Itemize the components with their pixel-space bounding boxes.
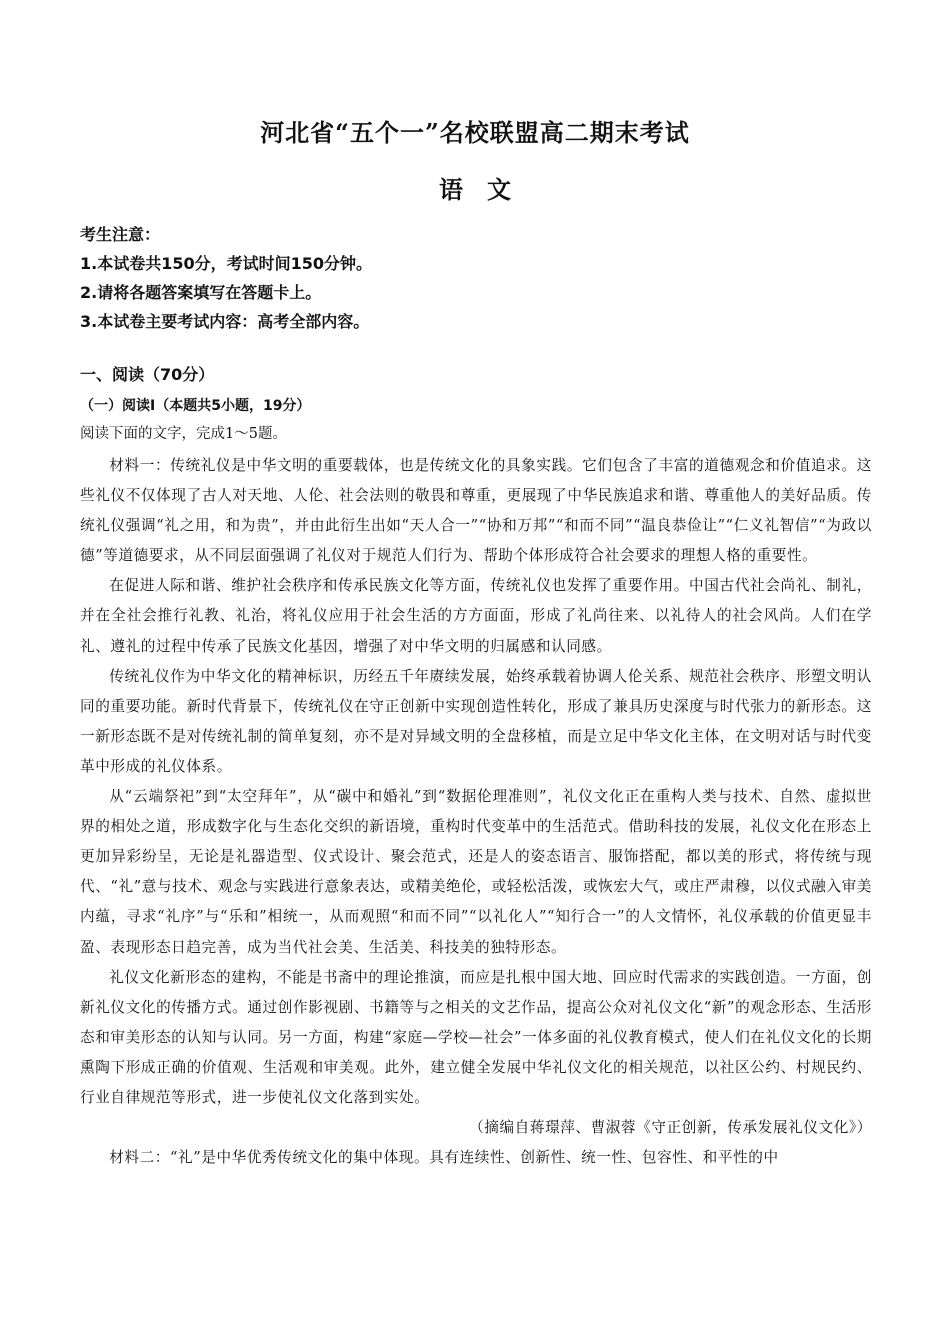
source-citation: （摘编自蒋璟萍、曹淑蓉《守正创新，传承发展礼仪文化》） [469,1119,872,1137]
subsection-heading: （一）阅读Ⅰ（本题共5小题，19分） [80,398,311,414]
paragraph: 材料一：传统礼仪是中华文明的重要载体，也是传统文化的具象实践。它们包含了丰富的道德观念和价值追求。这些礼仪不仅体现了古人对天地、人伦、社会法则的敬畏和尊重，更展现了中华民族追求和谐、尊重他人的美好品质。传统礼仪强调“礼之用，和为贵”，并由此衍生出如“天人合一”“协和万邦”“和而不同”“温良恭俭让”“仁义礼智信”“为政以德”等道德要求，从不同层面强调了礼仪对于规范人们行为、帮助个体形成符合社会要求的理想人格的重要性。 [80,457,872,565]
notice-item: 1.本试卷共150分，考试时间150分钟。 [80,254,373,273]
paragraph: 材料二：“礼”是中华优秀传统文化的集中体现。具有连续性、创新性、统一性、包容性、和平性的中 [109,1149,779,1167]
section-heading: 一、阅读（70分） [80,365,215,384]
reading-passage [80,451,872,1173]
notice-item: 2.请将各题答案填写在答题卡上。 [80,283,322,302]
notice-item: 3.本试卷主要考试内容：高考全部内容。 [80,312,370,331]
candidate-notice [80,220,880,336]
notice-heading: 考生注意： [80,225,161,244]
exam-title: 河北省“五个一”名校联盟高二期末考试 [260,118,690,147]
subject-title: 语 文 [439,175,511,204]
paragraph: 礼仪文化新形态的建构，不能是书斋中的理论推演，而应是扎根中国大地、回应时代需求的实践创造。一方面，创新礼仪文化的传播方式。通过创作影视剧、书籍等与之相关的文艺作品，提高公众对礼仪文化“新”的观念形态、生活形态和审美形态的认知与认同。另一方面，构建“家庭—学校—社会”一体多面的礼仪教育模式，使人们在礼仪文化的长期熏陶下形成正确的价值观、生活观和审美观。此外，建立健全发展中华礼仪文化的相关规范，以社区公约、村规民约、行业自律规范等形式，进一步使礼仪文化落到实处。 [80,968,872,1106]
paragraph: 传统礼仪作为中华文化的精神标识，历经五千年赓续发展，始终承载着协调人伦关系、规范社会秩序、形塑文明认同的重要功能。新时代背景下，传统礼仪在守正创新中实现创造性转化，形成了兼具历史深度与时代张力的新形态。这一新形态既不是对传统礼制的简单复刻，亦不是对异域文明的全盘移植，而是立足中华文化主体，在文明对话与时代变革中形成的礼仪体系。 [80,667,872,775]
reading-instruction: 阅读下面的文字，完成1～5题。 [80,426,287,442]
paragraph: 从“云端祭祀”到“太空拜年”，从“碳中和婚礼”到“数据伦理准则”，礼仪文化正在重构人类与技术、自然、虚拟世界的相处之道，形成数字化与生态化交织的新语境，重构时代变革中的生活范式。借助科技的发展，礼仪文化在形态上更加异彩纷呈，无论是礼器造型、仪式设计、聚会范式，还是人的姿态语言、服饰搭配，都以美的形式，将传统与现代、“礼”意与技术、观念与实践进行意象表达，或精美绝伦，或轻松活泼，或恢宏大气，或庄严肃穆，以仪式融入审美内蕴，寻求“礼序”与“乐和”相统一，从而观照“和而不同”“以礼化人”“知行合一”的人文情怀，礼仪承载的价值更显丰盈、表现形态日趋完善，成为当代社会美、生活美、科技美的独特形态。 [80,788,872,956]
paragraph: 在促进人际和谐、维护社会秩序和传承民族文化等方面，传统礼仪也发挥了重要作用。中国古代社会尚礼、制礼，并在全社会推行礼教、礼治，将礼仪应用于社会生活的方方面面，形成了礼尚往来、以礼待人的社会风尚。人们在学礼、遵礼的过程中传承了民族文化基因，增强了对中华文明的归属感和认同感。 [80,577,872,655]
